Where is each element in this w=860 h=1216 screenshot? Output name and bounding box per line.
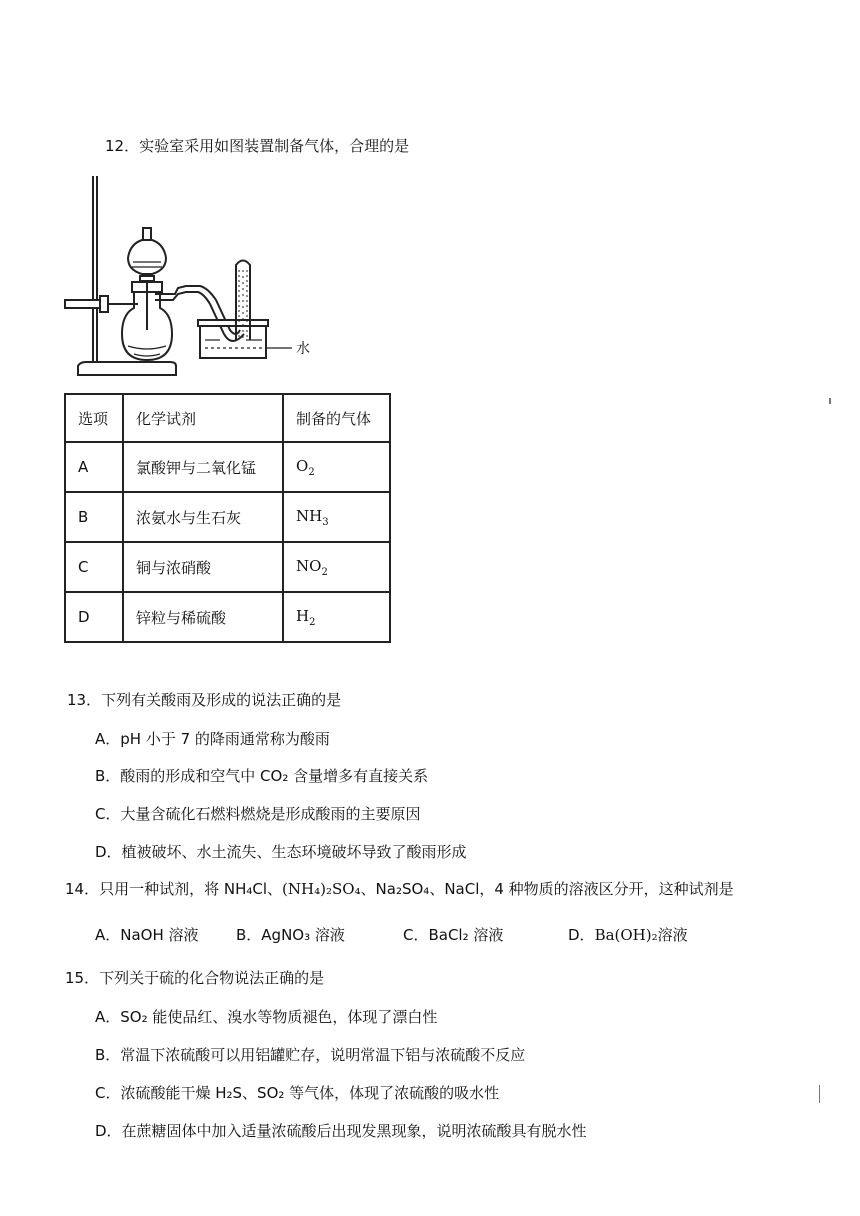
header-option: 选项 — [65, 394, 123, 442]
gas-subscript: 2 — [309, 616, 316, 628]
row-reagent: 锌粒与稀硫酸 — [123, 592, 283, 642]
table-row — [65, 542, 390, 592]
row-option: A — [65, 442, 123, 492]
header-gas: 制备的气体 — [283, 394, 390, 442]
question-12-stem: 12．实验室采用如图装置制备气体，合理的是 — [105, 137, 410, 155]
q14-stem-pre: 14．只用一种试剂，将 NH₄Cl、 — [65, 880, 283, 898]
gas-formula: NH — [296, 506, 323, 525]
q14-stem-formula: (NH₄)₂SO₄ — [282, 880, 361, 898]
row-option: D — [65, 592, 123, 642]
question-13-option-b: B．酸雨的形成和空气中 CO₂ 含量增多有直接关系 — [95, 767, 429, 785]
row-reagent: 浓氨水与生石灰 — [123, 492, 283, 542]
gas-formula: H — [296, 606, 310, 625]
row-gas — [283, 492, 390, 542]
row-reagent: 铜与浓硝酸 — [123, 542, 283, 592]
gas-subscript: 2 — [321, 566, 328, 578]
gas-subscript: 2 — [308, 466, 315, 478]
row-gas — [283, 592, 390, 642]
q14-d-pre: D． — [568, 926, 595, 944]
row-option: C — [65, 542, 123, 592]
row-gas — [283, 542, 390, 592]
question-14-option-c: C．BaCl₂ 溶液 — [403, 926, 504, 944]
question-14-option-d — [568, 924, 688, 945]
reagent-table — [64, 393, 391, 643]
header-reagent: 化学试剂 — [123, 394, 283, 442]
question-15-option-a: A．SO₂ 能使品红、溴水等物质褪色，体现了漂白性 — [95, 1008, 438, 1026]
table-row — [65, 492, 390, 542]
question-15-option-d: D．在蔗糖固体中加入适量浓硫酸后出现发黑现象，说明浓硫酸具有脱水性 — [95, 1122, 587, 1140]
q14-stem-post: 、Na₂SO₄、NaCl，4 种物质的溶液区分开，这种试剂是 — [360, 880, 734, 898]
question-13-option-d: D．植被破坏、水土流失、生态环境破坏导致了酸雨形成 — [95, 843, 467, 861]
question-14-option-b: B．AgNO₃ 溶液 — [236, 926, 345, 944]
scan-speck — [819, 1085, 820, 1103]
table-header-row — [65, 394, 390, 442]
table-row — [65, 592, 390, 642]
row-option: B — [65, 492, 123, 542]
scan-speck — [829, 398, 831, 404]
row-reagent: 氯酸钾与二氧化锰 — [123, 442, 283, 492]
question-13-option-c: C．大量含硫化石燃料燃烧是形成酸雨的主要原因 — [95, 805, 421, 823]
table-row — [65, 442, 390, 492]
question-13-stem: 13．下列有关酸雨及形成的说法正确的是 — [67, 691, 342, 709]
q14-d-post: 溶液 — [657, 926, 688, 944]
q14-d-formula: Ba(OH)₂ — [594, 926, 658, 944]
water-label: 水 — [296, 341, 310, 357]
question-15-option-c: C．浓硫酸能干燥 H₂S、SO₂ 等气体，体现了浓硫酸的吸水性 — [95, 1084, 500, 1102]
gas-formula: NO — [296, 556, 322, 575]
question-14-stem — [65, 878, 734, 899]
question-14-option-a: A．NaOH 溶液 — [95, 926, 199, 944]
question-13-option-a: A．pH 小于 7 的降雨通常称为酸雨 — [95, 730, 330, 748]
gas-subscript: 3 — [322, 516, 329, 528]
question-15-option-b: B．常温下浓硫酸可以用铝罐贮存，说明常温下铝与浓硫酸不反应 — [95, 1046, 526, 1064]
gas-formula: O — [296, 456, 309, 475]
question-15-stem: 15．下列关于硫的化合物说法正确的是 — [65, 969, 325, 987]
row-gas — [283, 442, 390, 492]
gas-apparatus-diagram — [60, 170, 350, 385]
